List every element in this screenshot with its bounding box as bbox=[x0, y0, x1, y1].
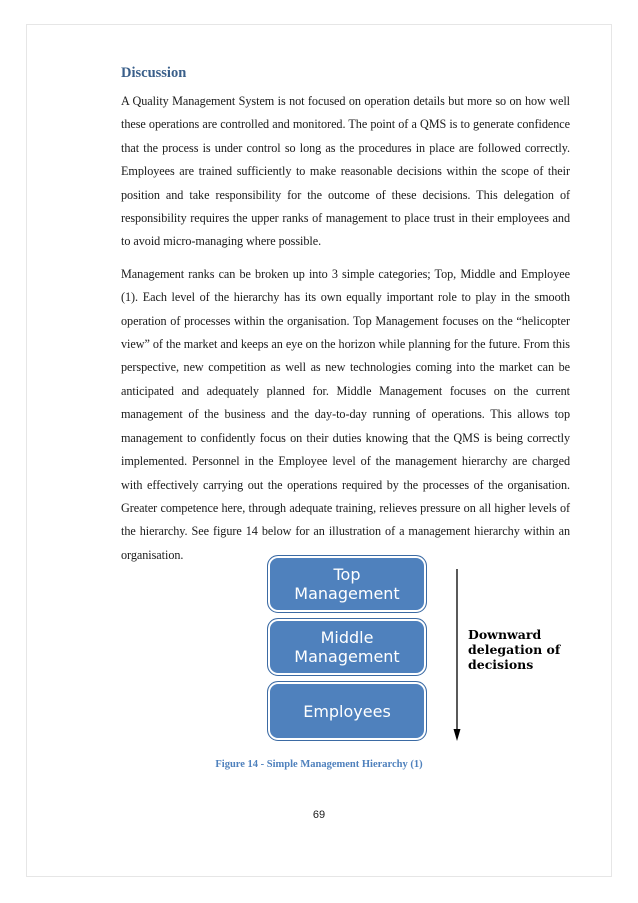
section-heading: Discussion bbox=[121, 65, 187, 81]
paragraph-management-ranks: Management ranks can be broken up into 3 simple categories; Top, Middle and Employee (1). Each level of the hierarchy has its own equally important role to play in the smooth operation of processes within the organisation. Top Management focuses on the “helicopter view” of the market and keeps an eye on the horizon while planning for the future. From this perspective, new competition as well as new technologies coming into the market can be anticipated and adequately planned for. Middle Management focuses on the current management of the business and the day-to-day running of operations. This allows top management to confidently focus on their duties knowing that the QMS is being correctly implemented. Personnel in the Employee level of the management hierarchy are charged with effectively carrying out the operations required by the processes of the organisation. Greater competence here, through adequate training, relieves pressure on all higher levels of the hierarchy. See figure 14 below for an illustration of a management hierarchy within an organisation. bbox=[121, 266, 570, 562]
delegation-label-line3: decisions bbox=[468, 657, 534, 672]
top-management-line2: Management bbox=[294, 584, 400, 603]
page-number: 69 bbox=[312, 809, 326, 821]
middle-management-box bbox=[267, 618, 427, 676]
employees-line1: Employees bbox=[303, 701, 391, 721]
delegation-label-line1: Downward bbox=[468, 627, 542, 642]
delegation-label bbox=[468, 627, 560, 672]
paragraph-qms: A Quality Management System is not focused on operation details but more so on how well these operations are controlled and monitored. The point of a QMS is to generate confidence that the process is under control so long as the procedures in place are followed correctly. Employees are trained sufficiently to make reasonable decisions within the scope of their position and take responsibility for the outcome of these decisions. This delegation of responsibility requires the upper ranks of management to place trust in their employees and to avoid micro-managing where possible. bbox=[121, 94, 570, 249]
top-management-line1: Top bbox=[333, 565, 361, 584]
figure-caption: Figure 14 - Simple Management Hierarchy (1) bbox=[215, 759, 423, 770]
delegation-label-line2: delegation of bbox=[468, 642, 561, 657]
down-arrow-icon bbox=[452, 569, 462, 743]
hierarchy-diagram bbox=[265, 555, 585, 745]
employees-box bbox=[267, 681, 427, 741]
middle-management-line1: Middle bbox=[320, 628, 374, 647]
top-management-box bbox=[267, 555, 427, 613]
discussion-section bbox=[121, 64, 570, 567]
middle-management-line2: Management bbox=[294, 647, 400, 666]
